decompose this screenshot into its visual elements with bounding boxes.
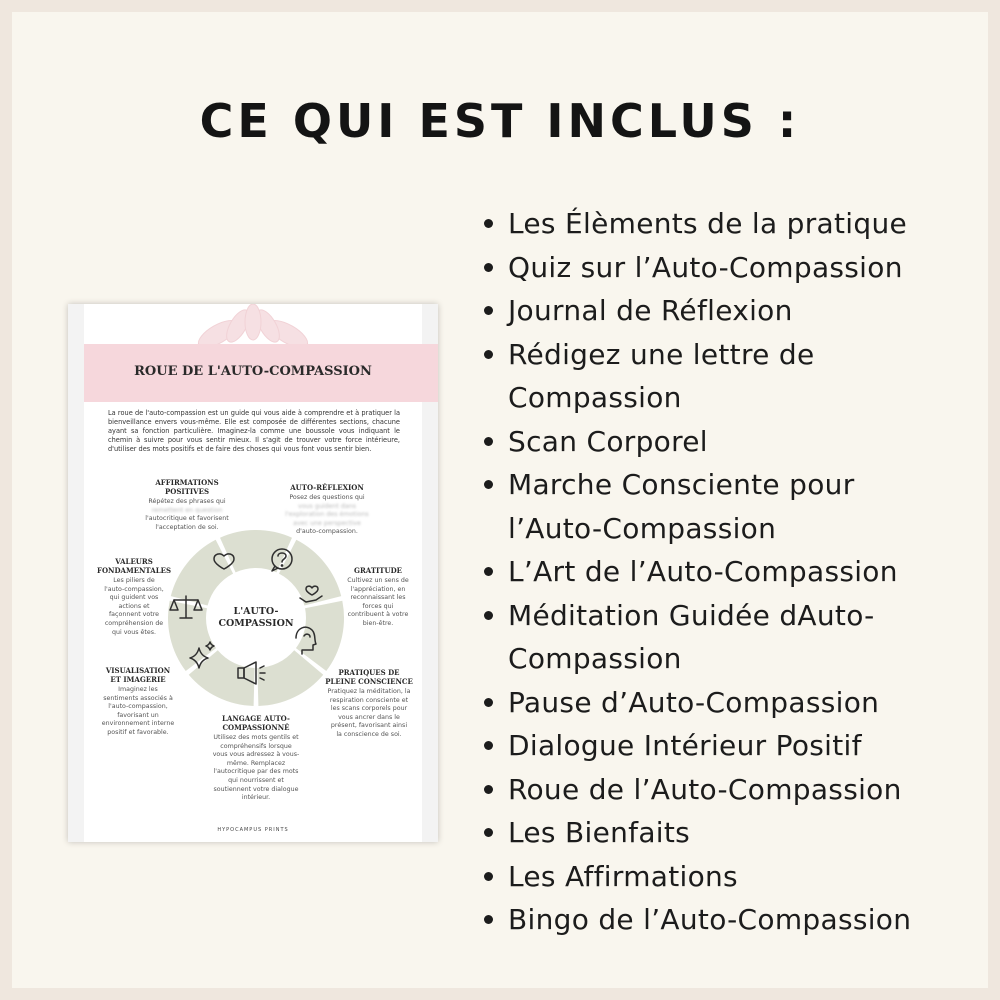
- section-affirmations-text: Répétez des phrases qui remettent en question l'autocritique et favorisent l'acceptation de soi.: [145, 498, 229, 531]
- section-valeurs-text: Les piliers de l'auto-compassion, qui guident vos actions et façonnent votre compréhension de qui vous êtes.: [104, 577, 164, 636]
- included-item: L’Art de l’Auto-Compassion: [480, 550, 980, 594]
- included-item: Dialogue Intérieur Positif: [480, 724, 980, 768]
- included-item: Méditation Guidée dAuto-: [480, 594, 980, 638]
- included-item: Compassion: [508, 381, 682, 414]
- section-auto-reflexion-text: Posez des questions qui vous guident dans l'exploration des émotions avec une perspective d'auto-compassion.: [285, 494, 369, 536]
- included-item: Pause d’Auto-Compassion: [480, 681, 980, 725]
- included-item: Compassion: [508, 642, 682, 675]
- included-items-list: [480, 202, 980, 942]
- document-footer: HYPOCAMPUS PRINTS: [217, 827, 289, 833]
- section-langage-text: Utilisez des mots gentils et compréhensifs lorsque vous vous adressez à vous- même. Remplacez l'autocritique par des mots qui nourrissent et soutiennent votre dialogue intérieur.: [212, 734, 300, 802]
- page-heading: CE QUI EST INCLUS :: [199, 94, 801, 148]
- section-pleine-conscience-title: PRATIQUES DE PLEINE CONSCIENCE: [325, 668, 413, 686]
- included-item: Rédigez une lettre de: [480, 333, 980, 377]
- included-item: Les Élèments de la pratique: [480, 202, 980, 246]
- included-item: Quiz sur l’Auto-Compassion: [480, 246, 980, 290]
- section-visualisation-title: VISUALISATION ET IMAGERIE: [105, 666, 171, 684]
- content-panel: [12, 12, 988, 988]
- wheel-segment: [171, 540, 233, 606]
- included-item: Bingo de l’Auto-Compassion: [480, 898, 980, 942]
- included-item: Les Bienfaits: [480, 811, 980, 855]
- section-valeurs-title: VALEURS FONDAMENTALES: [96, 557, 172, 575]
- included-item: Les Affirmations: [480, 855, 980, 899]
- wheel-center-label-line1: L'AUTO-: [233, 606, 279, 617]
- section-visualisation-text: Imaginez les sentiments associés à l'auto-compassion, favorisant un environnement interne positif et favorable.: [101, 686, 175, 736]
- included-item: Marche Consciente pour: [480, 463, 980, 507]
- included-item: l’Auto-Compassion: [508, 511, 777, 545]
- document-intro: La roue de l'auto-compassion est un guide qui vous aide à comprendre et à pratiquer la bienveillance envers vous-même. Elle est composée de différentes sections, chacune ayant sa fonction particulière. Imaginez-la comme une boussole vous indiquant le chemin à suivre pour vous sentir mieux. Il s'agit de trouver votre force intérieure, d'utiliser des mots positifs et de faire des choses qui vous font vous sentir bien.: [108, 409, 400, 453]
- section-affirmations-title: AFFIRMATIONS POSITIVES: [155, 478, 219, 496]
- section-gratitude-title: GRATITUDE: [353, 566, 403, 575]
- self-compassion-wheel: [164, 526, 348, 710]
- section-auto-reflexion-title: AUTO-RÉFLEXION: [290, 483, 364, 492]
- wheel-segment: [279, 540, 341, 606]
- document-preview: [68, 304, 438, 842]
- document-title: ROUE DE L'AUTO-COMPASSION: [134, 364, 372, 379]
- included-item: Roue de l’Auto-Compassion: [480, 768, 980, 812]
- section-gratitude-text: Cultivez un sens de l'appréciation, en reconnaissant les forces qui contribuent à votre bien-être.: [347, 577, 409, 627]
- section-pleine-conscience-text: Pratiquez la méditation, la respiration consciente et les scans corporels pour vous ancrer dans le présent, favorisant ainsi la conscience de soi.: [327, 688, 411, 738]
- section-langage-title: LANGAGE AUTO- COMPASSIONNÉ: [222, 714, 290, 732]
- included-item: Journal de Réflexion: [480, 289, 980, 333]
- included-item: Scan Corporel: [480, 420, 980, 464]
- wheel-center-label-line2: COMPASSION: [218, 618, 294, 629]
